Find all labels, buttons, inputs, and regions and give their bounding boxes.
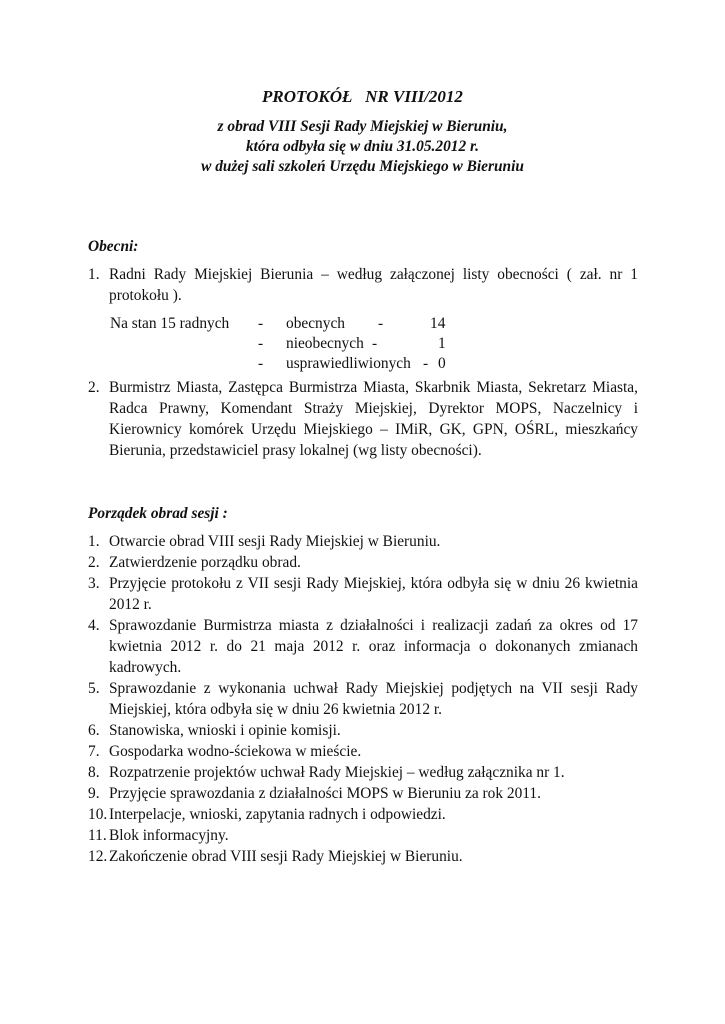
tally-row	[110, 334, 510, 354]
agenda-list	[88, 531, 638, 867]
agenda-item-number: 4.	[88, 617, 100, 634]
tally-value: 14	[430, 315, 446, 332]
agenda-item	[88, 741, 638, 762]
agenda-item-text: Zakończenie obrad VIII sesji Rady Miejskiej w Bieruniu.	[109, 848, 463, 865]
agenda-item	[88, 783, 638, 804]
agenda-item	[88, 825, 638, 846]
agenda-item-text: Interpelacje, wnioski, zapytania radnych i odpowiedzi.	[109, 806, 446, 823]
agenda-item-number: 8.	[88, 764, 100, 781]
agenda-item-text: Blok informacyjny.	[109, 827, 229, 844]
agenda-item	[88, 846, 638, 867]
agenda-item	[88, 678, 638, 720]
attendance-tally	[110, 314, 510, 374]
tally-row	[110, 354, 510, 374]
agenda-item	[88, 804, 638, 825]
document-subtitle	[0, 117, 725, 177]
agenda-item-number: 10.	[88, 806, 108, 823]
tally-dash: -	[258, 315, 264, 332]
tally-row	[110, 314, 510, 334]
present-item-text: Radni Rady Miejskiej Bierunia – według załączonej listy obecności ( zał. nr 1 protokołu ).	[109, 266, 638, 304]
agenda-item-text: Przyjęcie protokołu z VII sesji Rady Miejskiej, która odbyła się w dniu 26 kwietnia 2012 r.	[109, 575, 638, 613]
present-item-number: 2.	[88, 379, 100, 396]
agenda-item	[88, 573, 638, 615]
agenda-item-number: 7.	[88, 743, 100, 760]
tally-kind: nieobecnych	[286, 335, 364, 352]
present-item-text: Burmistrz Miasta, Zastępca Burmistrza Miasta, Skarbnik Miasta, Sekretarz Miasta, Radca Prawny, Komendant Straży Miejskiej, Dyrektor MOPS, Naczelnicy i Kierownicy komórek Urzędu Miejskiego – IMiR, GK, GPN, OŚRL, mieszkańcy Bierunia, przedstawiciel prasy lokalnej (wg listy obecności).	[109, 379, 638, 459]
agenda-item-text: Otwarcie obrad VIII sesji Rady Miejskiej w Bieruniu.	[109, 533, 441, 550]
agenda-item	[88, 615, 638, 678]
agenda-item-number: 3.	[88, 575, 100, 592]
present-item	[88, 264, 638, 306]
present-item	[88, 377, 638, 461]
tally-kind: usprawiedliwionych	[286, 355, 411, 372]
tally-dash: -	[423, 355, 429, 372]
tally-value: 1	[438, 335, 446, 352]
document-title: PROTOKÓŁ NR VIII/2012	[262, 87, 463, 106]
subtitle-line: z obrad VIII Sesji Rady Miejskiej w Bieruniu,	[217, 118, 508, 135]
agenda-item-number: 2.	[88, 554, 100, 571]
present-heading: Obecni:	[88, 238, 139, 255]
agenda-item	[88, 552, 638, 573]
agenda-item	[88, 762, 638, 783]
tally-dash: -	[378, 315, 384, 332]
agenda-item-text: Sprawozdanie Burmistrza miasta z działalności i realizacji zadań za okres od 17 kwietnia 2012 r. do 21 maja 2012 r. oraz informacja o dokonanych zmianach kadrowych.	[109, 617, 638, 676]
agenda-item-text: Przyjęcie sprawozdania z działalności MOPS w Bieruniu za rok 2011.	[109, 785, 541, 802]
tally-kind: obecnych	[286, 315, 345, 332]
tally-lead: Na stan 15 radnych	[110, 315, 230, 332]
tally-value: 0	[438, 355, 446, 372]
agenda-item-number: 11.	[88, 827, 107, 844]
agenda-item	[88, 531, 638, 552]
agenda-item-text: Zatwierdzenie porządku obrad.	[109, 554, 301, 571]
tally-dash: -	[372, 335, 378, 352]
agenda-item-number: 5.	[88, 680, 100, 697]
tally-dash: -	[258, 335, 264, 352]
tally-dash: -	[258, 355, 264, 372]
agenda-item-number: 1.	[88, 533, 100, 550]
subtitle-line: w dużej sali szkoleń Urzędu Miejskiego w Bieruniu	[201, 158, 524, 175]
agenda-item-number: 12.	[88, 848, 108, 865]
agenda-item-text: Rozpatrzenie projektów uchwał Rady Miejskiej – według załącznika nr 1.	[109, 764, 565, 781]
agenda-heading: Porządek obrad sesji :	[88, 505, 228, 522]
subtitle-line: która odbyła się w dniu 31.05.2012 r.	[245, 138, 480, 155]
agenda-item-number: 9.	[88, 785, 100, 802]
agenda-item	[88, 720, 638, 741]
agenda-item-text: Sprawozdanie z wykonania uchwał Rady Miejskiej podjętych na VII sesji Rady Miejskiej, która odbyła się w dniu 26 kwietnia 2012 r.	[109, 680, 638, 718]
agenda-item-number: 6.	[88, 722, 100, 739]
present-item-number: 1.	[88, 266, 100, 283]
agenda-item-text: Gospodarka wodno-ściekowa w mieście.	[109, 743, 362, 760]
agenda-item-text: Stanowiska, wnioski i opinie komisji.	[109, 722, 341, 739]
